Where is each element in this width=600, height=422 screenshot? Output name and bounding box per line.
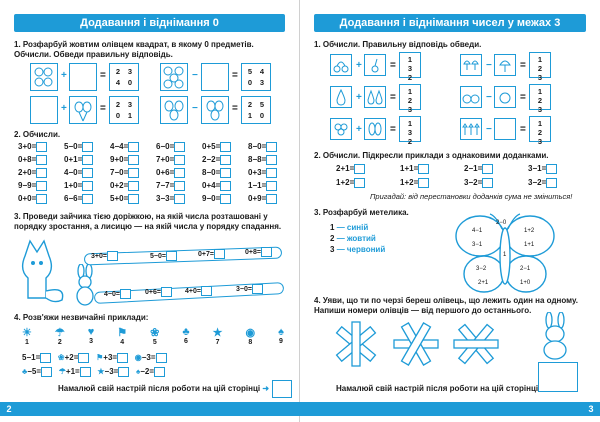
equals-sign: = — [100, 103, 106, 114]
symbol-key: ☀ 1 — [22, 327, 32, 346]
plus-sign: + — [61, 103, 67, 114]
arithmetic-example: 8−8= — [248, 155, 277, 165]
legend-item: 1 — синій — [330, 223, 369, 232]
symbol-icon: ★ — [212, 327, 223, 339]
answer-box[interactable] — [36, 142, 47, 152]
answer-box[interactable] — [482, 178, 493, 188]
arithmetic-example: 9−9= — [18, 181, 47, 191]
symbol-icon: ◉ — [245, 327, 256, 339]
plus-sign: + — [61, 70, 67, 81]
answer-options-box[interactable]: 1 2 3 — [529, 84, 551, 110]
balloons-picture[interactable] — [69, 96, 97, 124]
arithmetic-example: 1+0= — [64, 181, 93, 191]
arithmetic-example: 2+0= — [18, 168, 47, 178]
svg-text:2+1: 2+1 — [478, 280, 489, 286]
balloons-picture[interactable] — [160, 96, 188, 124]
addend-example: 3−2= — [464, 178, 493, 188]
path-top-item: 0+7= — [198, 249, 225, 259]
symbol-key: ★ 7 — [212, 327, 223, 346]
empty-picture-box[interactable] — [494, 118, 516, 140]
path-bottom-item: 4+0= — [185, 286, 212, 296]
answer-options-box[interactable]: 1 2 3 — [529, 52, 551, 78]
arithmetic-example: 0+0= — [18, 194, 47, 204]
footer-bar — [300, 402, 600, 416]
color-legend — [330, 222, 385, 255]
minus-sign: − — [486, 60, 492, 71]
minus-sign: − — [192, 103, 198, 114]
answer-box[interactable] — [128, 142, 139, 152]
equals-sign: = — [390, 92, 396, 103]
answer-box[interactable] — [220, 181, 231, 191]
svg-text:3−2: 3−2 — [476, 266, 487, 272]
balloons-picture[interactable] — [160, 63, 188, 91]
svg-text:1+1: 1+1 — [524, 242, 535, 248]
answer-box[interactable] — [82, 168, 93, 178]
cherry-picture[interactable] — [364, 54, 386, 76]
answer-box[interactable] — [266, 194, 277, 204]
empty-picture-box[interactable] — [201, 63, 229, 91]
answer-box[interactable] — [220, 142, 231, 152]
symbol-icon: ⚑ — [117, 327, 128, 339]
pencil-stack-3 — [450, 318, 502, 375]
answer-box[interactable] — [266, 181, 277, 191]
empty-picture-box[interactable] — [30, 96, 58, 124]
answer-box[interactable] — [220, 168, 231, 178]
pencil-stack-1 — [330, 318, 382, 375]
answer-box[interactable] — [128, 181, 139, 191]
equals-sign: = — [232, 103, 238, 114]
addend-example: 1+1= — [400, 164, 429, 174]
answer-box[interactable] — [36, 181, 47, 191]
answer-box[interactable] — [220, 155, 231, 165]
symbol-key: ◉ 8 — [245, 327, 256, 346]
empty-picture-box[interactable] — [69, 63, 97, 91]
right-page — [300, 0, 600, 422]
equals-sign: = — [520, 124, 526, 135]
commutative-hint: Пригадай: від перестановки доданків сума не зміниться! — [370, 192, 573, 201]
right-task3-instruction: 3. Розфарбуй метелика. — [314, 208, 409, 217]
symbol-icon: ♠ — [278, 326, 284, 338]
unusual-example-row: ♣−5= ☂+1= ★−3= ♠−2= — [22, 367, 165, 377]
answer-box[interactable] — [36, 194, 47, 204]
arithmetic-example: 7−7= — [156, 181, 185, 191]
arithmetic-example: 6−6= — [64, 194, 93, 204]
arithmetic-example: 5−0= — [64, 142, 93, 152]
arithmetic-example: 8−0= — [202, 168, 231, 178]
left-task3-instruction: 3. Проведи зайчика тією доріжкою, на якій числа розташовані у порядку зростання, а лисицю — на якій числа у порядку спадання. — [14, 212, 282, 231]
tulips-picture[interactable] — [460, 118, 482, 140]
answer-box[interactable] — [418, 178, 429, 188]
answer-box[interactable] — [174, 155, 185, 165]
arithmetic-example: 0+6= — [156, 168, 185, 178]
path-bottom-item: 0+6= — [145, 287, 172, 297]
symbol-icon: ☂ — [54, 327, 65, 339]
left-task1-instruction: 1. Розфарбуй жовтим олівцем квадрат, в якому 0 предметів. Обчисли. Обведи правильну відповідь. — [14, 40, 254, 59]
arithmetic-example: 4−4= — [110, 142, 139, 152]
cherries-picture[interactable] — [330, 54, 352, 76]
legend-item: 3 — червоний — [330, 245, 386, 254]
plus-sign: + — [356, 92, 362, 103]
equals-sign: = — [100, 70, 106, 81]
tomato-picture[interactable] — [494, 86, 516, 108]
unusual-example-row: 5−1= ❀+2= ⚑+3= ◉−3= — [22, 353, 167, 363]
answer-box[interactable] — [220, 194, 231, 204]
addend-example: 3−2= — [528, 178, 557, 188]
answer-box[interactable] — [82, 142, 93, 152]
arithmetic-example: 0+9= — [248, 194, 277, 204]
answer-box[interactable] — [174, 142, 185, 152]
footer-bar — [0, 402, 300, 416]
answer-box[interactable] — [266, 155, 277, 165]
arithmetic-example: 9+0= — [110, 155, 139, 165]
answer-box[interactable] — [128, 194, 139, 204]
symbol-icon: ☀ — [22, 327, 32, 339]
arithmetic-example: 0+8= — [18, 155, 47, 165]
answer-box[interactable] — [174, 181, 185, 191]
left-task2-instruction: 2. Обчисли. — [14, 130, 61, 139]
tomatoes-picture[interactable] — [460, 86, 482, 108]
arithmetic-example: 0+4= — [202, 181, 231, 191]
arithmetic-example: 4−0= — [64, 168, 93, 178]
pear-picture[interactable] — [330, 86, 352, 108]
balloons-picture[interactable] — [201, 96, 229, 124]
answer-options-box[interactable]: 2 5 1 0 — [241, 96, 271, 124]
mushroom-picture[interactable] — [494, 54, 516, 76]
mood-instruction: Намалюй свій настрій після роботи на цій сторінці ➜ — [58, 384, 270, 393]
mood-drawing-box[interactable] — [272, 380, 292, 398]
equals-sign: = — [390, 124, 396, 135]
answer-box[interactable] — [266, 168, 277, 178]
svg-text:1+2: 1+2 — [524, 228, 535, 234]
symbol-key: ❀ 5 — [150, 327, 160, 346]
mood-instruction: Намалюй свій настрій після роботи на цій сторінці — [336, 384, 547, 393]
symbol-key: ♠ 9 — [278, 326, 284, 345]
butterfly-picture[interactable] — [450, 212, 560, 305]
arithmetic-example: 7−0= — [110, 168, 139, 178]
answer-box[interactable] — [174, 194, 185, 204]
right-task1-instruction: 1. Обчисли. Правильну відповідь обведи. — [314, 40, 482, 49]
arithmetic-example: 8−0= — [248, 142, 277, 152]
right-task4-instruction: 4. Уяви, що ти по черзі береш олівець, що лежить один на одному. Напиши номери олівців — від першого до останнього. — [314, 296, 578, 315]
symbol-key: ☂ 2 — [54, 327, 65, 346]
svg-text:2−1: 2−1 — [520, 266, 531, 272]
minus-sign: − — [192, 70, 198, 81]
answer-box[interactable] — [418, 164, 429, 174]
answer-box[interactable] — [546, 164, 557, 174]
answer-box[interactable] — [354, 178, 365, 188]
arithmetic-example: 3−3= — [156, 194, 185, 204]
arithmetic-example: 0+2= — [110, 181, 139, 191]
equals-sign: = — [520, 60, 526, 71]
addend-example: 2−1= — [464, 164, 493, 174]
symbol-icon: ♥ — [87, 326, 95, 338]
left-page-title: Додавання і віднімання 0 — [14, 14, 285, 32]
arithmetic-example: 0+5= — [202, 142, 231, 152]
answer-box[interactable] — [354, 164, 365, 174]
fox-icon — [10, 236, 70, 311]
arithmetic-example: 7+0= — [156, 155, 185, 165]
left-task4-instruction: 4. Розв'яжи незвичайні приклади: — [14, 313, 149, 322]
answer-options-box[interactable]: 2 3 4 0 — [109, 63, 139, 91]
svg-text:2−0: 2−0 — [496, 220, 507, 226]
equals-sign: = — [390, 60, 396, 71]
answer-box[interactable] — [36, 155, 47, 165]
path-top-item: 0+8= — [245, 247, 272, 257]
answer-box[interactable] — [546, 178, 557, 188]
equals-sign: = — [520, 92, 526, 103]
answer-box[interactable] — [82, 194, 93, 204]
right-page-title: Додавання і віднімання чисел у межах 3 — [314, 14, 586, 32]
answer-options-box[interactable]: 2 3 0 1 — [109, 96, 139, 124]
answer-box[interactable] — [82, 155, 93, 165]
plus-sign: + — [356, 124, 362, 135]
symbol-key-row — [22, 326, 284, 346]
symbol-icon: ❀ — [150, 327, 160, 339]
addend-example: 1+2= — [400, 178, 429, 188]
arithmetic-example: 0+3= — [248, 168, 277, 178]
arithmetic-example: 0+1= — [64, 155, 93, 165]
symbol-icon: ♣ — [182, 326, 190, 338]
svg-text:1: 1 — [503, 252, 507, 258]
plus-sign: + — [356, 60, 362, 71]
answer-box[interactable] — [128, 155, 139, 165]
arrow-right-icon: ➜ — [262, 384, 270, 393]
page-number-right: 3 — [582, 402, 600, 416]
donkey-icon — [536, 312, 574, 365]
answer-options-box[interactable]: 5 4 0 3 — [241, 63, 271, 91]
svg-text:4−1: 4−1 — [472, 228, 483, 234]
minus-sign: − — [486, 124, 492, 135]
answer-box[interactable] — [82, 181, 93, 191]
answer-box[interactable] — [482, 164, 493, 174]
answer-options-box[interactable]: 1 3 2 — [399, 52, 421, 78]
arithmetic-example: 5+0= — [110, 194, 139, 204]
addend-example: 3−1= — [528, 164, 557, 174]
answer-options-box[interactable]: 1 2 3 — [529, 116, 551, 142]
leaves-picture[interactable] — [364, 118, 386, 140]
arithmetic-example: 3+0= — [18, 142, 47, 152]
addend-example: 2+1= — [336, 164, 365, 174]
rabbit-icon — [72, 264, 98, 311]
arithmetic-example: 9−0= — [202, 194, 231, 204]
right-task2-instruction: 2. Обчисли. Підкресли приклади з однаковими доданками. — [314, 151, 549, 160]
symbol-key: ♥ 3 — [87, 326, 95, 345]
legend-item: 2 — жовтий — [330, 234, 376, 243]
answer-box[interactable] — [174, 168, 185, 178]
addend-example: 1+2= — [336, 178, 365, 188]
clover-picture[interactable] — [330, 118, 352, 140]
pears-picture[interactable] — [364, 86, 386, 108]
arithmetic-example: 2−2= — [202, 155, 231, 165]
answer-box[interactable] — [36, 168, 47, 178]
minus-sign: − — [486, 92, 492, 103]
path-top-item: 5−0= — [150, 251, 177, 261]
arithmetic-example: 1−1= — [248, 181, 277, 191]
path-bottom-item: 4−0= — [104, 289, 131, 299]
answer-box[interactable] — [128, 168, 139, 178]
pencil-stack-2 — [390, 318, 442, 375]
arithmetic-example: 6−0= — [156, 142, 185, 152]
balloons-picture[interactable] — [30, 63, 58, 91]
symbol-key: ♣ 6 — [182, 326, 190, 345]
path-top-item: 3+0= — [91, 251, 118, 261]
svg-text:1+0: 1+0 — [520, 280, 531, 286]
page-number-left: 2 — [0, 402, 18, 416]
svg-text:3−1: 3−1 — [472, 242, 483, 248]
mushrooms-picture[interactable] — [460, 54, 482, 76]
mood-drawing-box[interactable] — [538, 362, 578, 392]
path-bottom-item: 3−0= — [236, 284, 263, 294]
answer-box[interactable] — [266, 142, 277, 152]
equals-sign: = — [232, 70, 238, 81]
symbol-key: ⚑ 4 — [117, 327, 128, 346]
answer-options-box[interactable]: 1 3 2 — [399, 116, 421, 142]
answer-options-box[interactable]: 1 2 3 — [399, 84, 421, 110]
